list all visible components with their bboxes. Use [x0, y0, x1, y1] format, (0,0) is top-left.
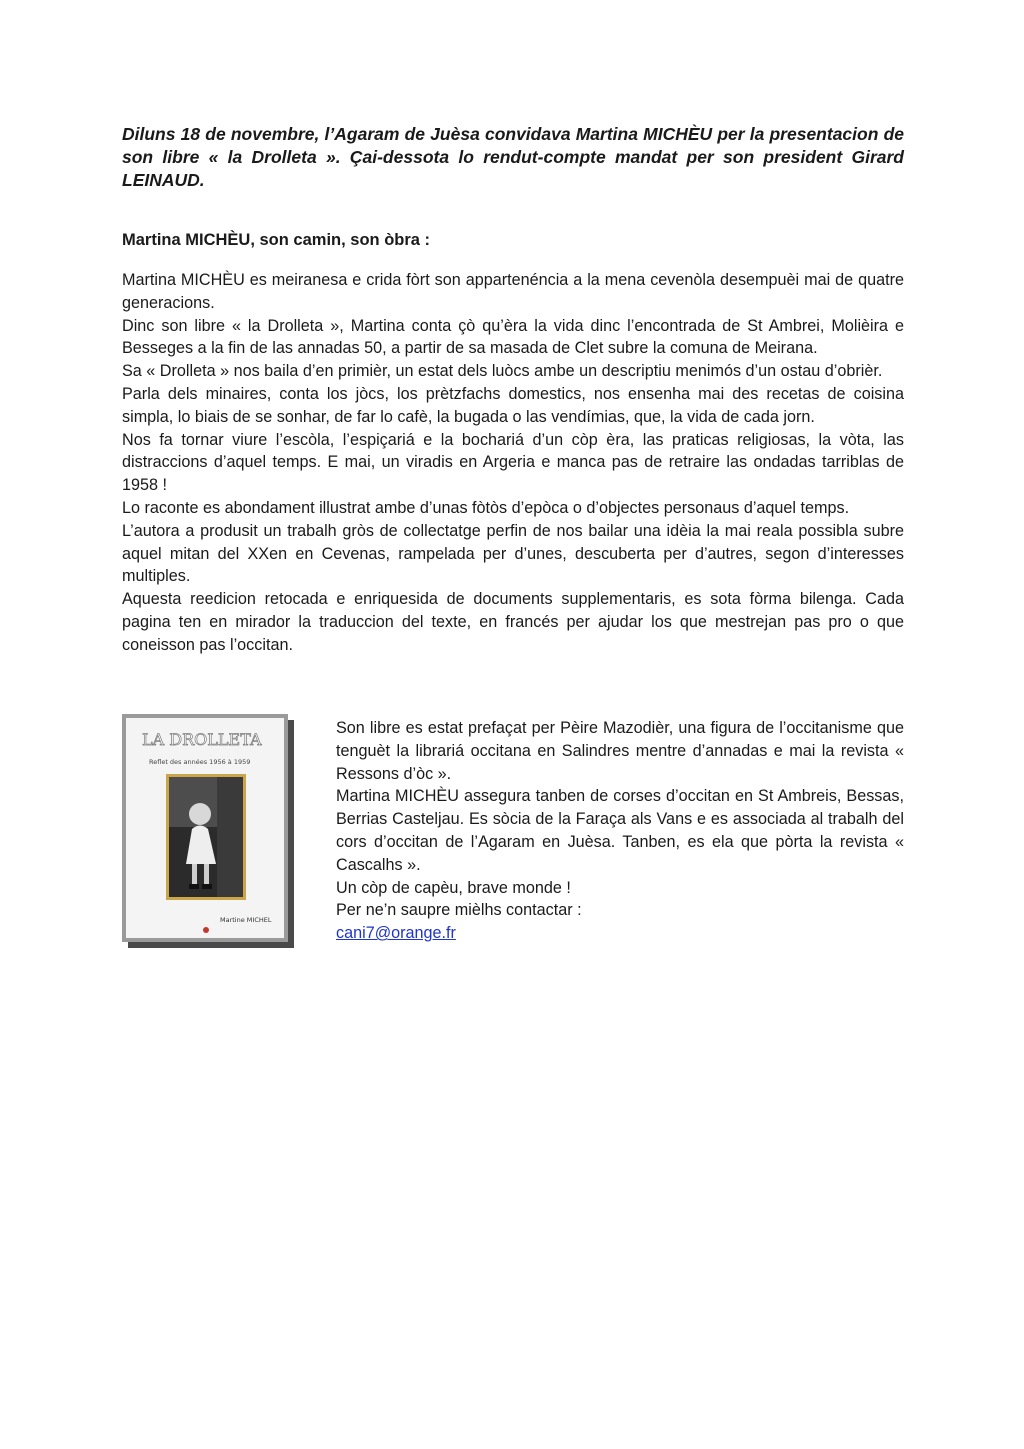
side-paragraph: Martina MICHÈU assegura tanben de corses d’occitan en St Ambreis, Bessas, Berrias Casteljau. Es sòcia de la Faraça als Vans e es associada al trabalh del cors d’occitan de l’Agaram en Juèsa. Tanben, es ela que pòrta la revista « Cascalhs ». — [336, 787, 904, 874]
body-paragraph: Dinc son libre « la Drolleta », Martina conta çò qu’èra la vida dinc l’encontrada de St Ambrei, Molièira e Besseges a la fin de las annadas 50, a partir de sa masada de Clet subre la comuna de Meirana. — [122, 316, 904, 358]
cover-title: LA DROLLETA — [142, 730, 262, 749]
side-paragraph: Per ne’n saupre mièlhs contactar : — [336, 901, 582, 920]
body-paragraph: Martina MICHÈU es meiranesa e crida fòrt son appartenéncia a la mena cevenòla desempuèi mai de quatre generacions. — [122, 271, 904, 312]
section-heading: Martina MICHÈU, son camin, son òbra : — [122, 231, 431, 249]
side-paragraph: Un còp de capèu, brave monde ! — [336, 878, 571, 897]
body-paragraph: L’autora a produsit un trabalh gròs de collectatge perfin de nos bailar una idèia la mai reala possibla subre aquel mitan del XXen en Cevenas, rampelada per d’unes, descuberta per d’autres, segon d’interesses multiples. — [122, 521, 904, 586]
body-paragraph: Lo raconte es abondament illustrat ambe d’unas fòtòs d’epòca o d’objectes personaus d’aquel temps. — [122, 498, 850, 517]
article-body — [122, 269, 904, 657]
book-cover-image — [122, 714, 294, 948]
body-paragraph: Sa « Drolleta » nos baila d’en primièr, un estat dels luòcs ambe un descriptiu menimós d’un ostau d’obrièr. — [122, 362, 883, 381]
intro-paragraph: Diluns 18 de novembre, l’Agaram de Juèsa convidava Martina MICHÈU per la presentacion de son libre « la Drolleta ». Çai-dessota lo rendut-compte mandat per son president Girard LEINAUD. — [122, 124, 904, 190]
publisher-logo — [203, 927, 209, 933]
side-paragraph: Son libre es estat prefaçat per Pèire Mazodièr, una figura de l’occitanisme que tenguèt la librariá occitana en Salindres mentre d’annadas e mai la revista « Ressons d’òc ». — [336, 719, 904, 783]
cover-author: Martine MICHEL — [220, 916, 272, 924]
email-link[interactable]: cani7@orange.fr — [336, 924, 456, 943]
body-paragraph: Aquesta reedicion retocada e enriquesida de documents supplementaris, es sota fòrma bilenga. Cada pagina ten en mirador la traduccion del texte, en francés per ajudar los que mestrejan pas pro o que coneisson pas l’occitan. — [122, 590, 904, 654]
side-text-block — [336, 717, 904, 945]
body-paragraph: Nos fa tornar viure l’escòla, l’espiçariá e la bochariá d’un còp èra, las praticas religiosas, la vòta, las distraccions d’aquel temps. E mai, un viradis en Argeria e manca pas de retraire las ondadas tarriblas de 1958 ! — [122, 430, 904, 495]
cover-subtitle: Reflet des années 1956 à 1959 — [149, 758, 251, 766]
body-paragraph: Parla dels minaires, conta los jòcs, los prètzfachs domestics, nos ensenha mai des recetas de coisina simpla, lo biais de se sonhar, de far lo cafè, la bugada o las vendímias, que, la vida de cada jorn. — [122, 384, 904, 426]
